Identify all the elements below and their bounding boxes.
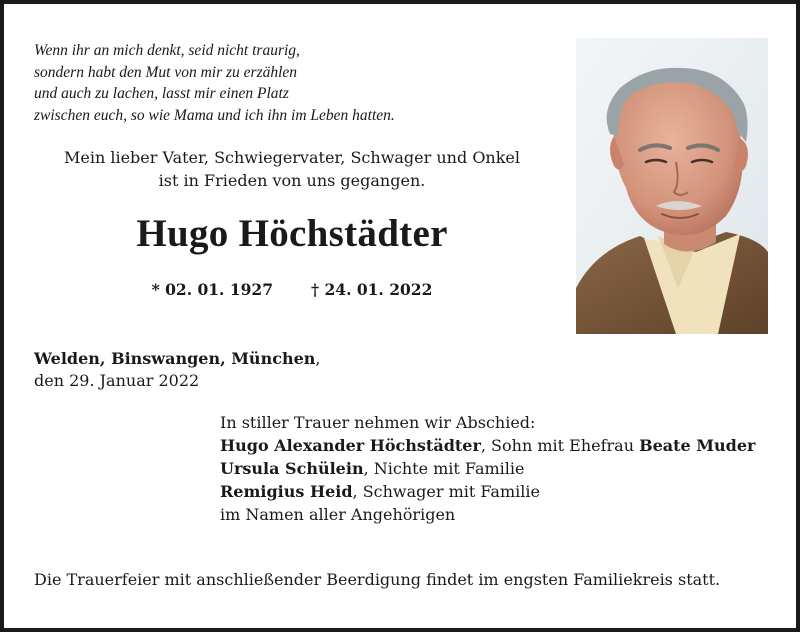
place-and-date (34, 348, 434, 392)
locations-line (34, 348, 434, 370)
locations-separator: , (315, 349, 321, 368)
mourner-name: Remigius Heid (220, 482, 353, 501)
birth-date: * 02. 01. 1927 (151, 280, 273, 299)
locations: Welden, Binswangen, München (34, 349, 316, 368)
portrait-image (576, 38, 768, 334)
mourner-name: Ursula Schülein (220, 459, 364, 478)
mourner-relation: , Schwager mit Familie (352, 482, 540, 501)
death-date: † 24. 01. 2022 (311, 280, 433, 299)
life-dates (34, 280, 550, 300)
portrait-photo (576, 38, 768, 334)
intro-line: Mein lieber Vater, Schwiegervater, Schwager und Onkel (63, 148, 521, 167)
mourner-relation: , Sohn mit Ehefrau (480, 436, 640, 455)
poem-line: zwischen euch, so wie Mama und ich ihn im Leben hatten. (34, 106, 395, 124)
mourners-heading: In stiller Trauer nehmen wir Abschied: (220, 413, 536, 432)
mourner-entry (220, 434, 780, 457)
mourner-relation: , Nichte mit Familie (363, 459, 525, 478)
memorial-poem (34, 40, 554, 126)
mourner-entry (220, 480, 780, 503)
mourner-entry (220, 457, 780, 480)
deceased-name: Hugo Höchstädter (136, 212, 448, 255)
intro-text (34, 146, 550, 192)
poem-line: sondern habt den Mut von mir zu erzählen (34, 63, 298, 81)
mourner-partner: Beate Muder (639, 436, 756, 455)
funeral-note: Die Trauerfeier mit anschließender Beerdigung findet im engsten Familiekreis statt. (34, 570, 721, 589)
intro-line: ist in Frieden von uns gegangen. (158, 171, 426, 190)
mourners-list (220, 411, 780, 526)
notice-date: den 29. Januar 2022 (34, 371, 200, 390)
poem-line: und auch zu lachen, lasst mir einen Platz (34, 85, 289, 102)
mourner-name: Hugo Alexander Höchstädter (220, 436, 481, 455)
poem-line: Wenn ihr an mich denkt, seid nicht traurig, (34, 42, 300, 59)
mourners-closing: im Namen aller Angehörigen (220, 505, 456, 524)
